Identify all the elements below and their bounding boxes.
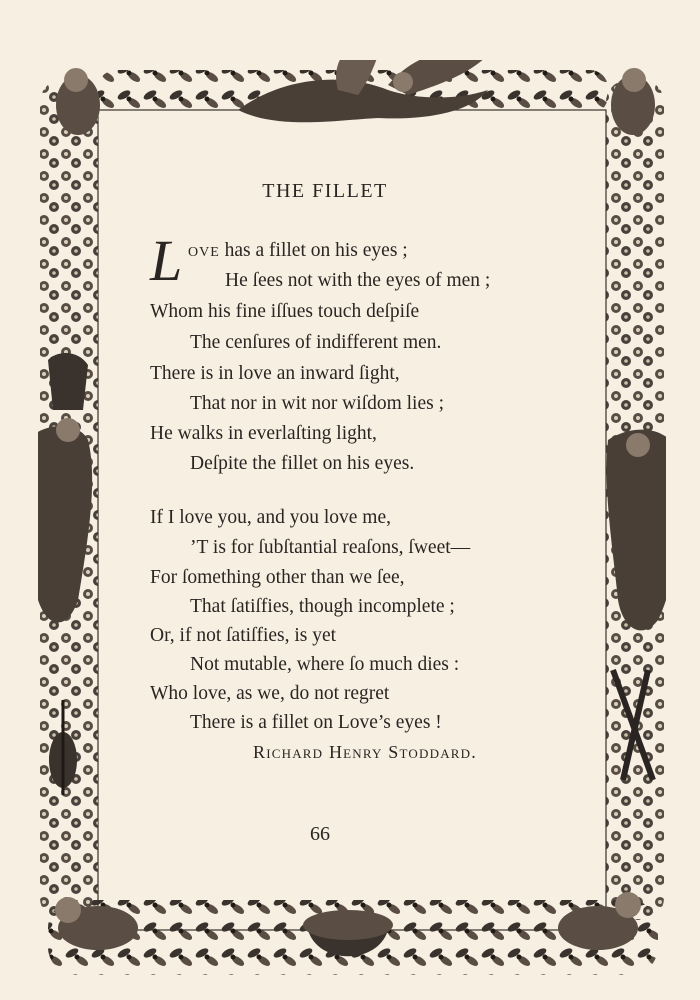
poem-line: Whom his fine iſſues touch deſpiſe bbox=[150, 301, 420, 322]
drop-cap: L bbox=[150, 228, 183, 293]
poem-line: He ſees not with the eyes of men ; bbox=[225, 270, 491, 291]
poem-title: THE FILLET bbox=[262, 180, 388, 202]
poem-line: Deſpite the fillet on his eyes. bbox=[190, 453, 415, 474]
poem-line: Not mutable, where ſo much dies : bbox=[190, 654, 460, 675]
poem-line: That ſatiſfies, though incomplete ; bbox=[190, 596, 455, 617]
poem-line: There is a fillet on Love’s eyes ! bbox=[190, 712, 442, 733]
cherub-top-right bbox=[611, 68, 655, 135]
poem-author: Richard Henry Stoddard. bbox=[253, 742, 477, 762]
poem-line: The cenſures of indifferent men. bbox=[190, 332, 442, 353]
poem-line: Or, if not ſatiſfies, is yet bbox=[150, 625, 337, 646]
poem-line: ’T is for ſubſtantial reaſons, ſweet— bbox=[190, 537, 471, 558]
poem-line: There is in love an inward ſight, bbox=[150, 363, 400, 384]
first-word-rest: ove bbox=[188, 240, 220, 261]
poem-line: That nor in wit nor wiſdom lies ; bbox=[190, 393, 445, 414]
poem-line: If I love you, and you love me, bbox=[150, 507, 391, 528]
line-1-rest: has a fillet on his eyes ; bbox=[219, 240, 408, 261]
poem-line: Who love, as we, do not regret bbox=[150, 683, 390, 704]
poem-line: He walks in everlaſting light, bbox=[150, 423, 377, 444]
cherub-top-left bbox=[56, 68, 100, 135]
poem-line: For ſomething other than we ſee, bbox=[150, 567, 405, 588]
poem-line bbox=[188, 240, 408, 262]
page-number: 66 bbox=[310, 823, 330, 845]
